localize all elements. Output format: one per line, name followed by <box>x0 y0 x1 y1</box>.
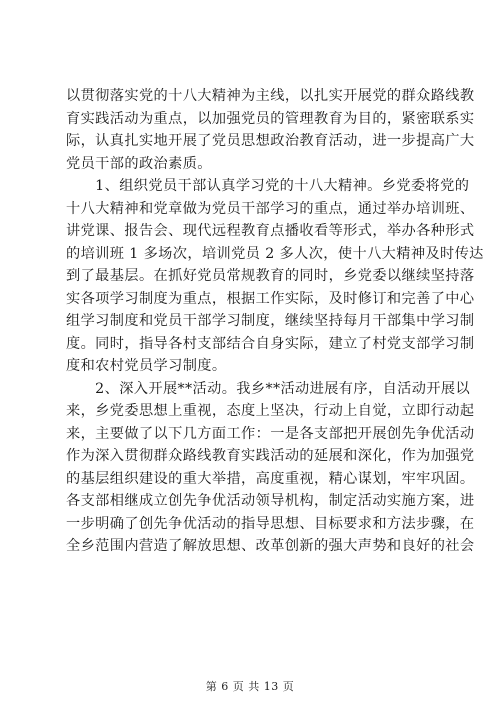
text-line: 十八大精神和党章做为党员干部学习的重点，通过举办培训班、 <box>66 200 475 217</box>
page-footer <box>0 678 500 694</box>
text-line: 各支部相继成立创先争优活动领导机构，制定活动实施方案，进 <box>66 493 475 509</box>
text-line: 到了最基层。在抓好党员常规教育的同时，乡党委以继续坚持落 <box>66 268 475 284</box>
text-line: 度和农村党员学习制度。 <box>66 358 227 374</box>
text-line: 育实践活动为重点，以加强党员的管理教育为目的，紧密联系实 <box>66 110 475 127</box>
text-line: 组学习制度和党员干部学习制度，继续坚持每月干部集中学习制 <box>66 313 475 329</box>
page-number-label: 第 6 页 共 13 页 <box>205 680 295 693</box>
text-line: 来，主要做了以下几方面工作：一是各支部把开展创先争优活动 <box>66 425 475 442</box>
text-line: 以贯彻落实党的十八大精神为主线，以扎实开展党的群众路线教 <box>66 88 475 104</box>
text-line: 际，认真扎实地开展了党员思想政治教育活动，进一步提高广大 <box>66 133 475 149</box>
text-line: 讲党课、报告会、现代远程教育点播收看等形式，举办各种形式 <box>66 223 475 239</box>
text-line: 作为深入贯彻群众路线教育实践活动的延展和深化，作为加强党 <box>66 448 475 464</box>
text-line: 一步明确了创先争优活动的指导思想、目标要求和方法步骤，在 <box>66 515 475 532</box>
text-line: 来，乡党委思想上重视，态度上坚决，行动上自觉，立即行动起 <box>66 403 475 419</box>
text-line: 全乡范围内营造了解放思想、改革创新的强大声势和良好的社会 <box>66 538 475 554</box>
text-line: 的基层组织建设的重大举措，高度重视，精心谋划，牢牢巩固。 <box>66 470 475 487</box>
text-line: 党员干部的政治素质。 <box>66 155 212 172</box>
text-line: 的培训班 1 多场次，培训党员 2 多人次，使十八大精神及时传达 <box>66 245 484 262</box>
document-body <box>66 85 484 558</box>
text-line: 实各项学习制度为重点，根据工作实际，及时修订和完善了中心 <box>66 290 475 307</box>
text-line: 2、深入开展**活动。我乡**活动进展有序，自活动开展以 <box>66 380 471 397</box>
text-line: 1、组织党员干部认真学习党的十八大精神。乡党委将党的 <box>66 178 470 194</box>
text-line: 度。同时，指导各村支部结合自身实际，建立了村党支部学习制 <box>66 335 475 352</box>
